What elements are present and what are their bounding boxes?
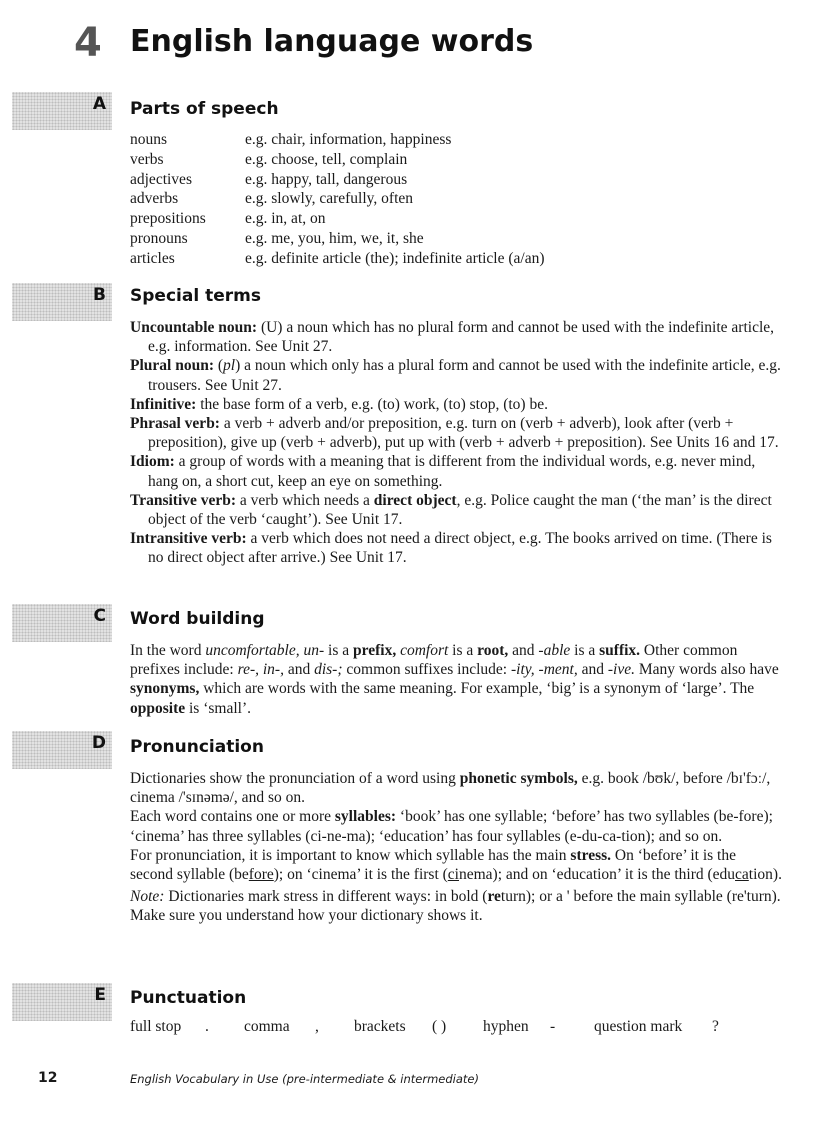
pos-term: adverbs bbox=[130, 190, 179, 208]
punctuation-symbol: , bbox=[315, 1018, 319, 1035]
definition-uncountable: Uncountable noun: (U) a noun which has no plural form and cannot be used with the indefinite article, e.g. information. See Unit 27. bbox=[130, 319, 775, 356]
pos-term: pronouns bbox=[130, 229, 188, 247]
section-a-letter: A bbox=[92, 94, 106, 114]
pronunciation-paragraph-2: Each word contains one or more syllables: ‘book’ has one syllable; ‘before’ has two syllables (be-fore); ‘cinema’ has three syllables (ci-ne-ma); ‘education’ has four syllables (e-du-ca-tion); and so on. bbox=[130, 808, 773, 845]
section-a-marker bbox=[12, 92, 112, 130]
unit-number: 4 bbox=[74, 20, 102, 66]
pos-term: adjectives bbox=[130, 170, 192, 188]
pos-example: e.g. in, at, on bbox=[245, 210, 326, 228]
pos-term: verbs bbox=[130, 150, 164, 168]
punctuation-name: hyphen bbox=[483, 1018, 529, 1035]
pos-example: e.g. slowly, carefully, often bbox=[245, 190, 414, 208]
pronunciation-paragraph-1: Dictionaries show the pronunciation of a word using phonetic symbols, e.g. book /bʊk/, before /bɪ'fɔː/, cinema /'sɪnəmə/, and so on. bbox=[130, 770, 771, 807]
pos-example: e.g. chair, information, happiness bbox=[245, 131, 452, 148]
word-building-paragraph: In the word uncomfortable, un- is a prefix, comfort is a root, and -able is a suffix. Other common prefixes include: re-, in-, and dis-; common suffixes include: -ity, -ment, and -ive. Many words also have synonyms, which are words with the same meaning. For example, ‘big’ is a synonym of ‘large’. The opposite is ‘small’. bbox=[130, 642, 779, 717]
definition-transitive: Transitive verb: a verb which needs a direct object, e.g. Police caught the man (‘the man’ is the direct object of the verb ‘caught’). See Unit 17. bbox=[130, 491, 772, 529]
table-row bbox=[130, 170, 545, 190]
table-row bbox=[130, 209, 545, 229]
pos-term: articles bbox=[130, 249, 175, 267]
pos-example: e.g. happy, tall, dangerous bbox=[245, 170, 408, 188]
section-e-heading: Punctuation bbox=[130, 988, 247, 1008]
section-e-letter: E bbox=[94, 985, 106, 1005]
punctuation-symbol: . bbox=[205, 1018, 209, 1035]
section-b-letter: B bbox=[93, 285, 106, 305]
definition-intransitive: Intransitive verb: a verb which does not need a direct object, e.g. The books arrived on time. (There is no direct object after arrive.) See Unit 17. bbox=[130, 530, 772, 567]
table-row bbox=[130, 229, 545, 249]
pos-term: prepositions bbox=[130, 210, 206, 228]
table-row bbox=[130, 150, 545, 170]
punctuation-name: comma bbox=[244, 1018, 290, 1035]
punctuation-name: brackets bbox=[354, 1018, 406, 1035]
parts-of-speech-table bbox=[130, 130, 545, 269]
unit-title: English language words bbox=[130, 24, 534, 59]
pos-term: nouns bbox=[130, 131, 168, 148]
section-a-heading: Parts of speech bbox=[130, 99, 279, 119]
table-row bbox=[130, 249, 545, 269]
pos-example: e.g. choose, tell, complain bbox=[245, 150, 408, 168]
punctuation-symbol: ( ) bbox=[432, 1018, 447, 1035]
section-d-letter: D bbox=[91, 733, 106, 753]
punctuation-symbol: ? bbox=[712, 1018, 719, 1035]
punctuation-name: full stop bbox=[130, 1018, 182, 1035]
section-c-letter: C bbox=[93, 606, 106, 626]
pos-example: e.g. me, you, him, we, it, she bbox=[245, 229, 424, 247]
pronunciation-paragraph-3: For pronunciation, it is important to know which syllable has the main stress. On ‘before’ it is the second syllable (before); on ‘cinema’ it is the first (cinema); and on ‘education’ it is the third (education). bbox=[130, 846, 782, 884]
section-b-heading: Special terms bbox=[130, 286, 261, 306]
pos-example: e.g. definite article (the); indefinite article (a/an) bbox=[245, 249, 545, 267]
definition-plural: Plural noun: (pl) a noun which only has a plural form and cannot be used with the indefinite article, e.g. trousers. See Unit 27. bbox=[130, 357, 781, 394]
definition-phrasal-verb: Phrasal verb: a verb + adverb and/or preposition, e.g. turn on (verb + adverb), look after (verb + preposition), give up (verb + adverb), put up with (verb + adverb + preposition). See Units 16 and 17. bbox=[130, 415, 779, 452]
section-c-marker bbox=[12, 604, 112, 642]
section-d-marker bbox=[12, 731, 112, 769]
definition-idiom: Idiom: a group of words with a meaning that is different from the individual words, e.g. never mind, hang on, a short cut, keep an eye on something. bbox=[130, 453, 756, 490]
section-e-marker bbox=[12, 983, 112, 1021]
section-c-heading: Word building bbox=[130, 609, 265, 629]
punctuation-symbol: - bbox=[550, 1018, 556, 1035]
definition-infinitive: Infinitive: the base form of a verb, e.g. (to) work, (to) stop, (to) be. bbox=[130, 395, 548, 413]
pronunciation-note: Note: Dictionaries mark stress in different ways: in bold (return); or a ' before the main syllable (re'turn). Make sure you understand how your dictionary shows it. bbox=[130, 888, 781, 925]
section-b-marker bbox=[12, 283, 112, 321]
special-terms-list bbox=[130, 318, 782, 568]
book-title: English Vocabulary in Use (pre-intermediate & intermediate) bbox=[130, 1072, 479, 1086]
page-number: 12 bbox=[38, 1070, 58, 1086]
pronunciation-text bbox=[130, 769, 782, 926]
section-d-heading: Pronunciation bbox=[130, 737, 264, 757]
punctuation-name: question mark bbox=[594, 1018, 683, 1035]
table-row bbox=[130, 130, 545, 150]
table-row bbox=[130, 189, 545, 209]
